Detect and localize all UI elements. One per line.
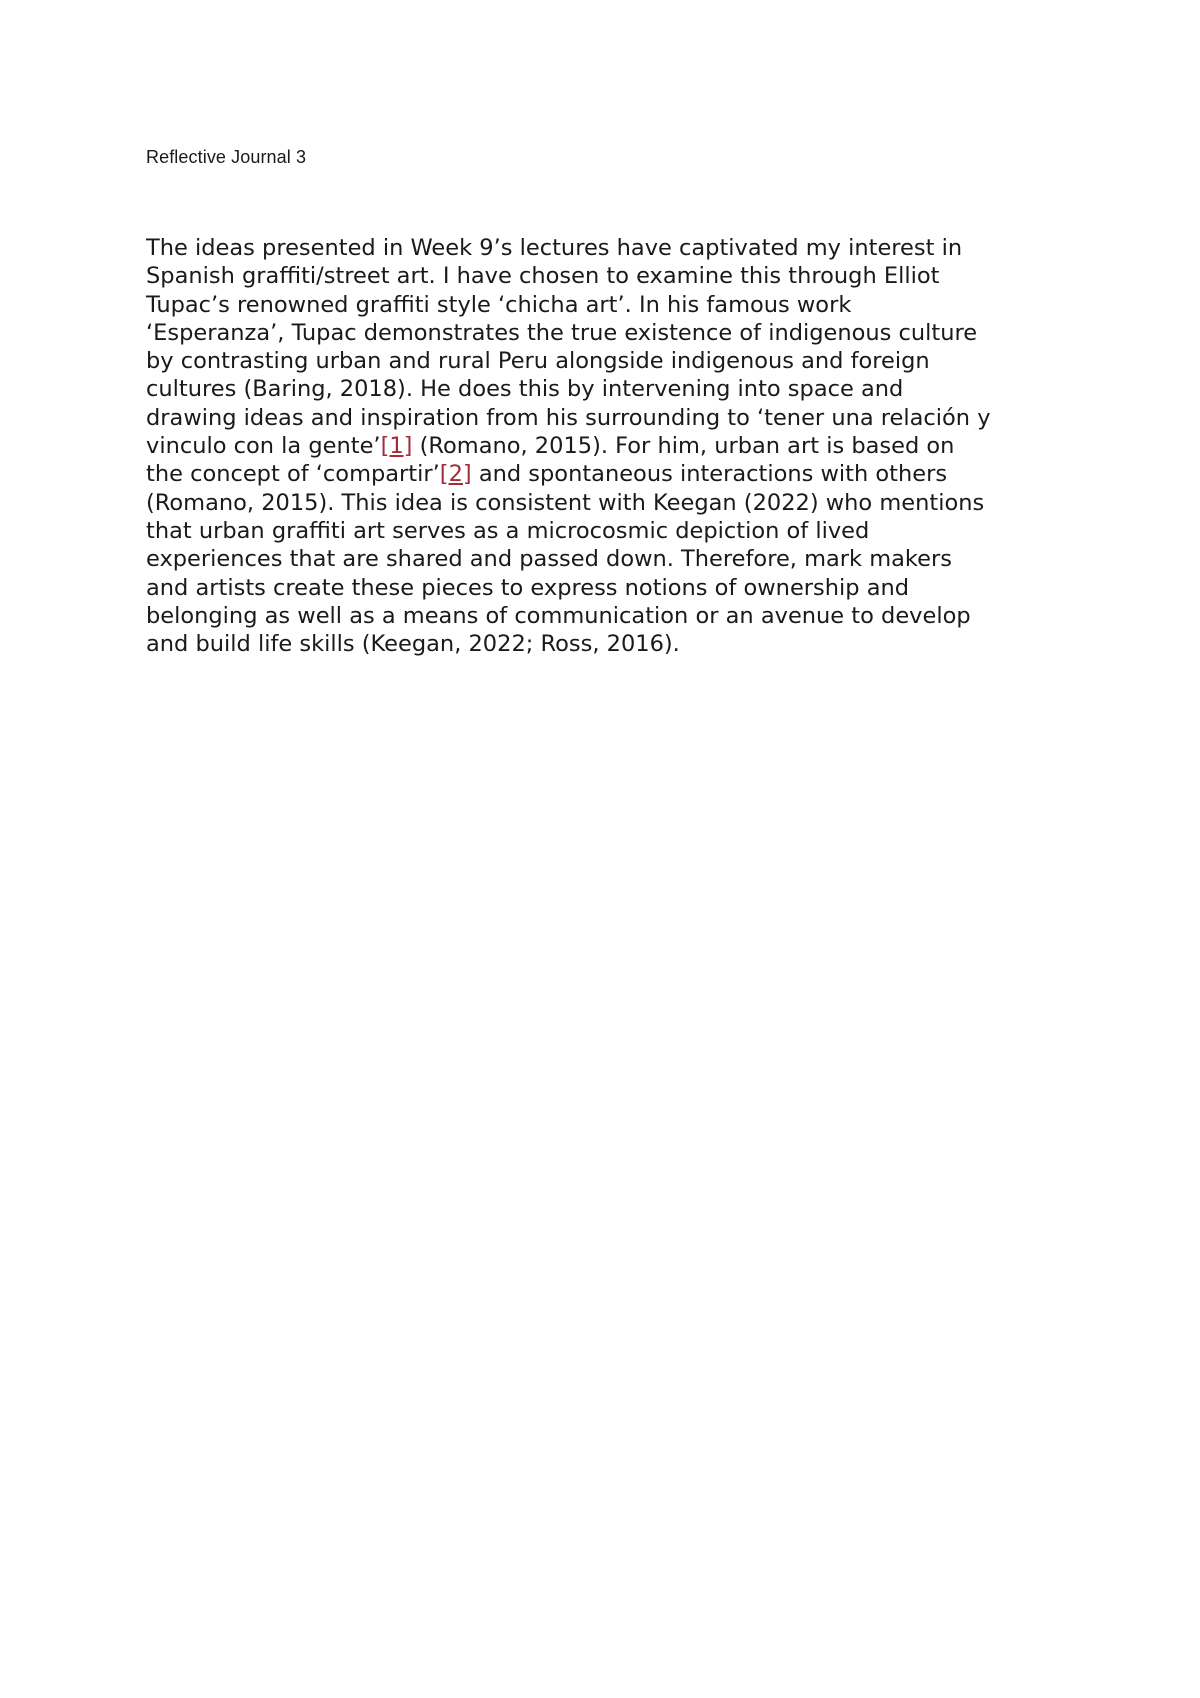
paragraph-line: ‘Esperanza’, Tupac demonstrates the true existence of indigenous culture [146, 319, 978, 346]
document-heading: Reflective Journal 3 [146, 147, 307, 167]
line-text-before-footnote-1: vinculo con la gente’ [146, 433, 381, 460]
paragraph-line: cultures (Baring, 2018). He does this by intervening into space and [146, 376, 904, 403]
paragraph-line: (Romano, 2015). This idea is consistent with Keegan (2022) who mentions [146, 489, 985, 516]
paragraph-line: and artists create these pieces to express notions of ownership and [146, 574, 910, 601]
line-text-after-footnote-2: and spontaneous interactions with others [471, 461, 948, 488]
body-paragraph [146, 234, 1086, 658]
paragraph-line: by contrasting urban and rural Peru alongside indigenous and foreign [146, 348, 930, 375]
line-text-before-footnote-2: the concept of ‘compartir’ [146, 461, 440, 488]
footnote-link-2[interactable]: [2] [439, 461, 472, 488]
footnote-link-1[interactable]: [1] [380, 433, 413, 460]
paragraph-line: belonging as well as a means of communication or an avenue to develop [146, 602, 971, 629]
paragraph-line [146, 460, 1086, 488]
line-text-after-footnote-1: (Romano, 2015). For him, urban art is based on [412, 433, 955, 460]
paragraph-line: Spanish graffiti/street art. I have chosen to examine this through Elliot [146, 263, 940, 290]
paragraph-line: experiences that are shared and passed down. Therefore, mark makers [146, 546, 952, 573]
paragraph-line: drawing ideas and inspiration from his surrounding to ‘tener una relación y [146, 404, 991, 431]
paragraph-line: that urban graffiti art serves as a microcosmic depiction of lived [146, 517, 870, 544]
paragraph-line: and build life skills (Keegan, 2022; Ross, 2016). [146, 631, 680, 658]
paragraph-line: Tupac’s renowned graffiti style ‘chicha art’. In his famous work [146, 291, 852, 318]
paragraph-line: The ideas presented in Week 9’s lectures have captivated my interest in [146, 235, 963, 261]
paragraph-line [146, 432, 1086, 460]
